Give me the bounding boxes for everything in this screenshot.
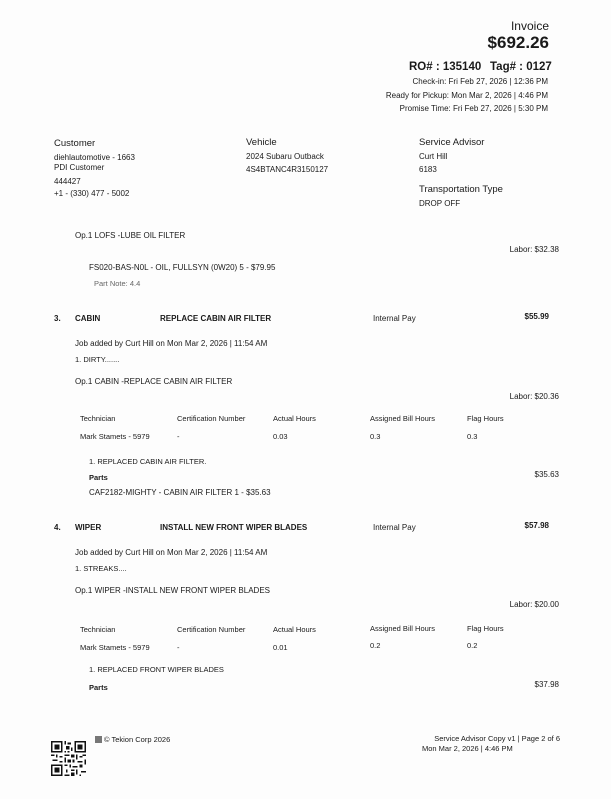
job-labor: Labor: $20.00 — [509, 600, 559, 609]
customer-number: 444427 — [54, 177, 81, 186]
job-code: CABIN — [75, 314, 101, 323]
job-amount: $57.98 — [524, 521, 549, 530]
row-technician: Mark Stamets - 5979 — [80, 432, 150, 441]
customer-type: PDI Customer — [54, 163, 105, 172]
row-assigned-hours: 0.2 — [370, 641, 381, 650]
parts-label: Parts — [89, 683, 108, 692]
col-assigned-hours: Assigned Bill Hours — [370, 414, 436, 423]
footer-date: Mon Mar 2, 2026 | 4:46 PM — [422, 744, 513, 753]
parts-total: $37.98 — [534, 680, 559, 689]
customer-name: diehlautomotive - 1663 — [54, 153, 135, 162]
row-actual-hours: 0.01 — [273, 643, 288, 652]
col-actual-hours: Actual Hours — [273, 625, 316, 634]
footer-copyright — [95, 735, 170, 744]
row-flag-hours: 0.2 — [467, 641, 478, 650]
prev-labor: Labor: $32.38 — [509, 245, 559, 254]
advisor-name: Curt Hill — [419, 152, 448, 161]
prev-part: FS020-BAS-N0L - OIL, FULLSYN (0W20) 5 - $79.95 — [89, 263, 276, 272]
job-pay-type: Internal Pay — [373, 523, 416, 532]
job-correction: 1. REPLACED CABIN AIR FILTER. — [89, 457, 207, 466]
col-actual-hours: Actual Hours — [273, 414, 316, 423]
parts-label: Parts — [89, 473, 108, 482]
job-title: INSTALL NEW FRONT WIPER BLADES — [160, 523, 308, 532]
job-op-line: Op.1 WIPER -INSTALL NEW FRONT WIPER BLADES — [75, 586, 270, 595]
job-complaint: 1. DIRTY....... — [75, 355, 120, 364]
vehicle-vin: 4S4BTANC4R3150127 — [246, 165, 329, 174]
job-amount: $55.99 — [524, 312, 549, 321]
row-flag-hours: 0.3 — [467, 432, 478, 441]
vehicle-model: 2024 Subaru Outback — [246, 152, 324, 161]
row-certification: - — [177, 643, 180, 652]
col-certification: Certification Number — [177, 625, 246, 634]
footer-copy-label: Service Advisor Copy v1 | Page 2 of 6 — [434, 734, 560, 743]
job-number: 3. — [54, 314, 61, 323]
promise-time: Promise Time: Fri Feb 27, 2026 | 5:30 PM — [399, 104, 548, 113]
col-technician: Technician — [80, 414, 116, 423]
job-title: REPLACE CABIN AIR FILTER — [160, 314, 272, 323]
ready-time: Ready for Pickup: Mon Mar 2, 2026 | 4:46 PM — [385, 91, 548, 100]
footer-corp-text: © Tekion Corp 2026 — [104, 735, 171, 744]
job-number: 4. — [54, 523, 61, 532]
document-label: Invoice — [510, 19, 549, 33]
job-pay-type: Internal Pay — [373, 314, 416, 323]
row-certification: - — [177, 432, 180, 441]
job-code: WIPER — [75, 523, 102, 532]
customer-heading: Customer — [54, 138, 96, 149]
row-assigned-hours: 0.3 — [370, 432, 381, 441]
row-actual-hours: 0.03 — [273, 432, 288, 441]
transport-value: DROP OFF — [419, 199, 461, 208]
job-added-note: Job added by Curt Hill on Mon Mar 2, 2026 | 11:54 AM — [75, 548, 268, 557]
vehicle-heading: Vehicle — [246, 137, 277, 148]
job-op-line: Op.1 CABIN -REPLACE CABIN AIR FILTER — [75, 377, 233, 386]
job-part: CAF2182-MIGHTY - CABIN AIR FILTER 1 - $35.63 — [89, 488, 271, 497]
invoice-total: $692.26 — [487, 33, 549, 52]
tag-number: Tag# : 0127 — [490, 61, 552, 73]
row-technician: Mark Stamets - 5979 — [80, 643, 150, 652]
job-added-note: Job added by Curt Hill on Mon Mar 2, 2026 | 11:54 AM — [75, 339, 268, 348]
transport-heading: Transportation Type — [419, 184, 503, 195]
advisor-heading: Service Advisor — [419, 137, 485, 148]
prev-op-line: Op.1 LOFS -LUBE OIL FILTER — [75, 231, 186, 240]
col-flag-hours: Flag Hours — [467, 624, 504, 633]
col-flag-hours: Flag Hours — [467, 414, 504, 423]
col-technician: Technician — [80, 625, 116, 634]
col-certification: Certification Number — [177, 414, 246, 423]
job-labor: Labor: $20.36 — [509, 392, 559, 401]
tekion-logo-icon — [95, 736, 102, 743]
job-complaint: 1. STREAKS.... — [75, 564, 127, 573]
ro-number: RO# : 135140 — [409, 61, 482, 73]
parts-total: $35.63 — [534, 470, 559, 479]
job-correction: 1. REPLACED FRONT WIPER BLADES — [89, 665, 224, 674]
advisor-id: 6183 — [419, 165, 437, 174]
checkin-time: Check-in: Fri Feb 27, 2026 | 12:36 PM — [412, 77, 548, 86]
prev-part-note: Part Note: 4.4 — [94, 279, 141, 288]
customer-phone: +1 - (330) 477 - 5002 — [54, 189, 130, 198]
col-assigned-hours: Assigned Bill Hours — [370, 624, 436, 633]
qr-code — [51, 741, 86, 776]
